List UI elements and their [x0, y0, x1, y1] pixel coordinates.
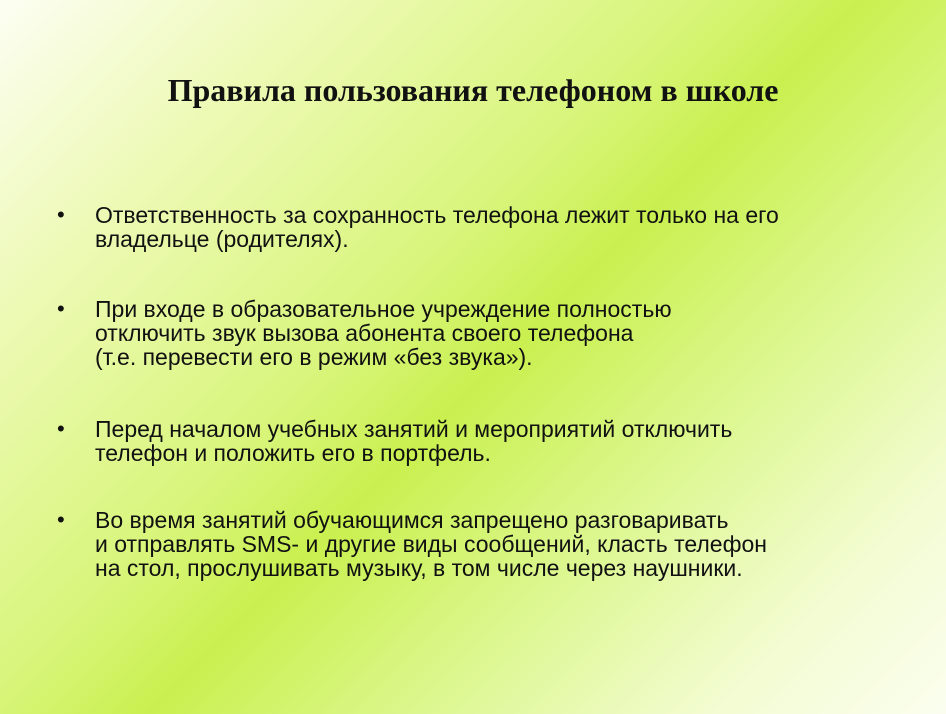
- slide-title: Правила пользования телефоном в школе: [167, 72, 779, 108]
- bullet-marker: •: [57, 507, 65, 532]
- bullet-text: Во время занятий обучающимся запрещено разговаривать и отправлять SMS- и другие виды сообщений, класть телефон на стол, прослушивать музыку, в том числе через наушники.: [95, 507, 767, 581]
- bullet-marker: •: [57, 416, 65, 441]
- bullet-text: Перед началом учебных занятий и мероприятий отключить телефон и положить его в портфель.: [95, 416, 733, 466]
- bullet-marker: •: [57, 202, 65, 227]
- bullet-text: Ответственность за сохранность телефона лежит только на его владельце (родителях).: [95, 202, 779, 252]
- bullet-marker: •: [57, 296, 65, 321]
- bullet-text: При входе в образовательное учреждение полностью отключить звук вызова абонента своего телефона (т.е. перевести его в режим «без звука»).: [95, 296, 672, 370]
